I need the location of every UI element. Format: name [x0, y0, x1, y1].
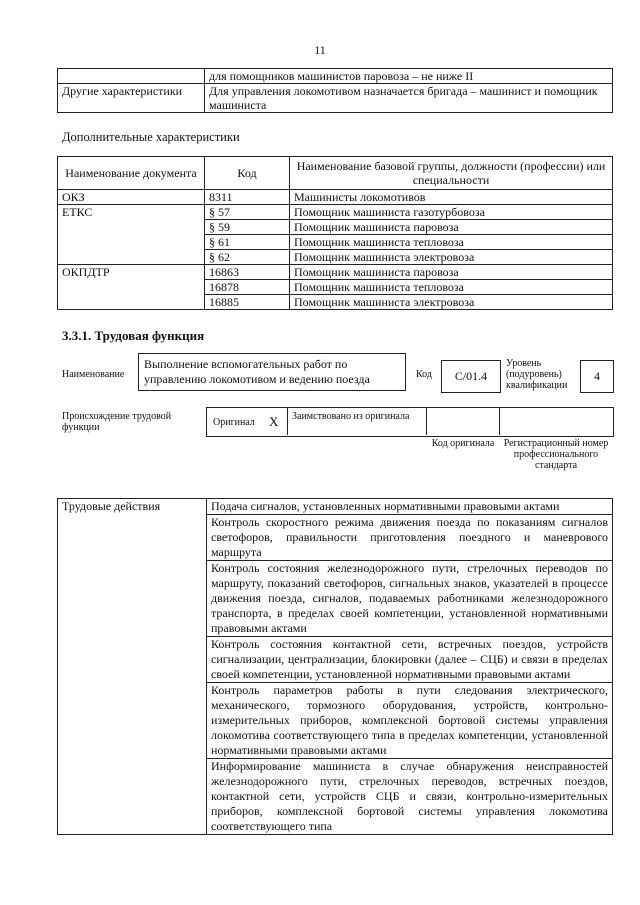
cell-name: Помощник машиниста тепловоза: [290, 280, 613, 295]
function-name-box: [138, 353, 406, 391]
table-row: [58, 280, 613, 295]
level-box: [580, 360, 614, 393]
page-number: 11: [314, 43, 326, 57]
cell-name: Помощник машиниста электровоза: [290, 295, 613, 310]
row-label: [58, 69, 205, 84]
cell-code: 16885: [205, 295, 290, 310]
table-row: [58, 295, 613, 310]
cell-code: 16878: [205, 280, 290, 295]
labor-action-item: Информирование машиниста в случае обнаружения неисправностей железнодорожного пути, стрелочных переводов, встречных поездов, контактной сети, устройств СЦБ и связи, контрольно-измерительных приборов, комплексной бортовой системы управления локомотива соответствующего типа: [207, 759, 613, 835]
col-header-code: Код: [205, 157, 290, 190]
cell-name: Машинисты локомотивов: [290, 190, 613, 205]
table-row: [58, 190, 613, 205]
divider: [287, 407, 288, 435]
labor-action-item: Контроль состояния контактной сети, встречных поездов, устройств сигнализации, централизации, блокировки (далее – СЦБ) и связи в пределах своей компетенции, установленной нормативными правовыми актами: [207, 637, 613, 683]
labor-action-item: Контроль скоростного режима движения поезда по показаниям сигналов светофоров, правильности приготовления поездного и маневрового маршрута: [207, 515, 613, 561]
table-row: [58, 499, 613, 515]
additional-characteristics-table: [57, 156, 613, 310]
function-name: Выполнение вспомогательных работ по управлению локомотивом и ведению поезда: [144, 357, 370, 386]
labor-action-item: Подача сигналов, установленных нормативными правовыми актами: [207, 499, 613, 515]
reg-number-label: Регистрационный номер профессионального стандарта: [503, 438, 609, 471]
function-code-box: [441, 360, 501, 393]
original-label: Оригинал: [213, 417, 255, 428]
cell-name: Помощник машиниста тепловоза: [290, 235, 613, 250]
cell-doc: ЕТКС: [58, 205, 205, 220]
row-value: для помощников машинистов паровоза – не ниже II: [205, 69, 613, 84]
cell-name: Помощник машиниста электровоза: [290, 250, 613, 265]
cell-doc: [58, 250, 205, 265]
cell-doc: ОКПДТР: [58, 265, 205, 280]
origin-label: Происхождение трудовой функции: [62, 411, 172, 433]
cell-doc: [58, 235, 205, 250]
divider: [499, 407, 500, 435]
table-row: [58, 205, 613, 220]
col-header-document: Наименование документа: [58, 157, 205, 190]
labor-action-item: Контроль параметров работы в пути следования электрического, механического, тормозного оборудования, устройств, контрольно-измерительных приборов, комплексной бортовой системы управления локомотива соответствующего типа в пределах компетенции, установленной нормативными правовыми актами: [207, 683, 613, 759]
table-row: [58, 250, 613, 265]
divider: [426, 407, 427, 435]
cell-code: 8311: [205, 190, 290, 205]
labor-actions-label: Трудовые действия: [58, 499, 207, 835]
level-value: 4: [594, 369, 600, 383]
cell-code: § 59: [205, 220, 290, 235]
cell-doc: [58, 280, 205, 295]
table-row: [58, 69, 613, 84]
table-row: [58, 84, 613, 113]
name-label: Наименование: [62, 369, 125, 380]
cell-doc: [58, 220, 205, 235]
original-mark: X: [269, 414, 279, 429]
cell-code: § 62: [205, 250, 290, 265]
function-code: С/01.4: [454, 369, 488, 383]
additional-characteristics-title: Дополнительные характеристики: [62, 130, 240, 144]
labor-action-item: Контроль состояния железнодорожного пути, стрелочных переводов по маршруту, показаний светофоров, сигнальных знаков, указателей в процессе движения поезда, сигналов, подаваемых работниками железнодорожного транспорта, в пределах своей компетенции, установленной нормативными правовыми актами: [207, 561, 613, 637]
col-header-name: Наименование базовой группы, должности (профессии) или специальности: [290, 157, 613, 190]
labor-actions-table: [57, 498, 613, 835]
code-label: Код: [416, 369, 432, 380]
cell-doc: ОКЗ: [58, 190, 205, 205]
origin-code-label: Код оригинала: [431, 438, 495, 449]
table-header-row: [58, 157, 613, 190]
cell-code: § 57: [205, 205, 290, 220]
table-row: [58, 265, 613, 280]
labor-function-heading: 3.3.1. Трудовая функция: [62, 328, 205, 343]
cell-name: Помощник машиниста паровоза: [290, 265, 613, 280]
cell-code: § 61: [205, 235, 290, 250]
level-label: Уровень (подуровень) квалификации: [506, 358, 568, 391]
row-value: Для управления локомотивом назначается бригада – машинист и помощник машиниста: [205, 84, 613, 113]
table-row: [58, 220, 613, 235]
borrowed-label: Заимствовано из оригинала: [292, 411, 410, 422]
cell-name: Помощник машиниста паровоза: [290, 220, 613, 235]
cell-doc: [58, 295, 205, 310]
other-characteristics-table: [57, 68, 613, 113]
row-label: Другие характеристики: [58, 84, 205, 113]
origin-box: [206, 407, 614, 437]
cell-name: Помощник машиниста газотурбовоза: [290, 205, 613, 220]
cell-code: 16863: [205, 265, 290, 280]
table-row: [58, 235, 613, 250]
